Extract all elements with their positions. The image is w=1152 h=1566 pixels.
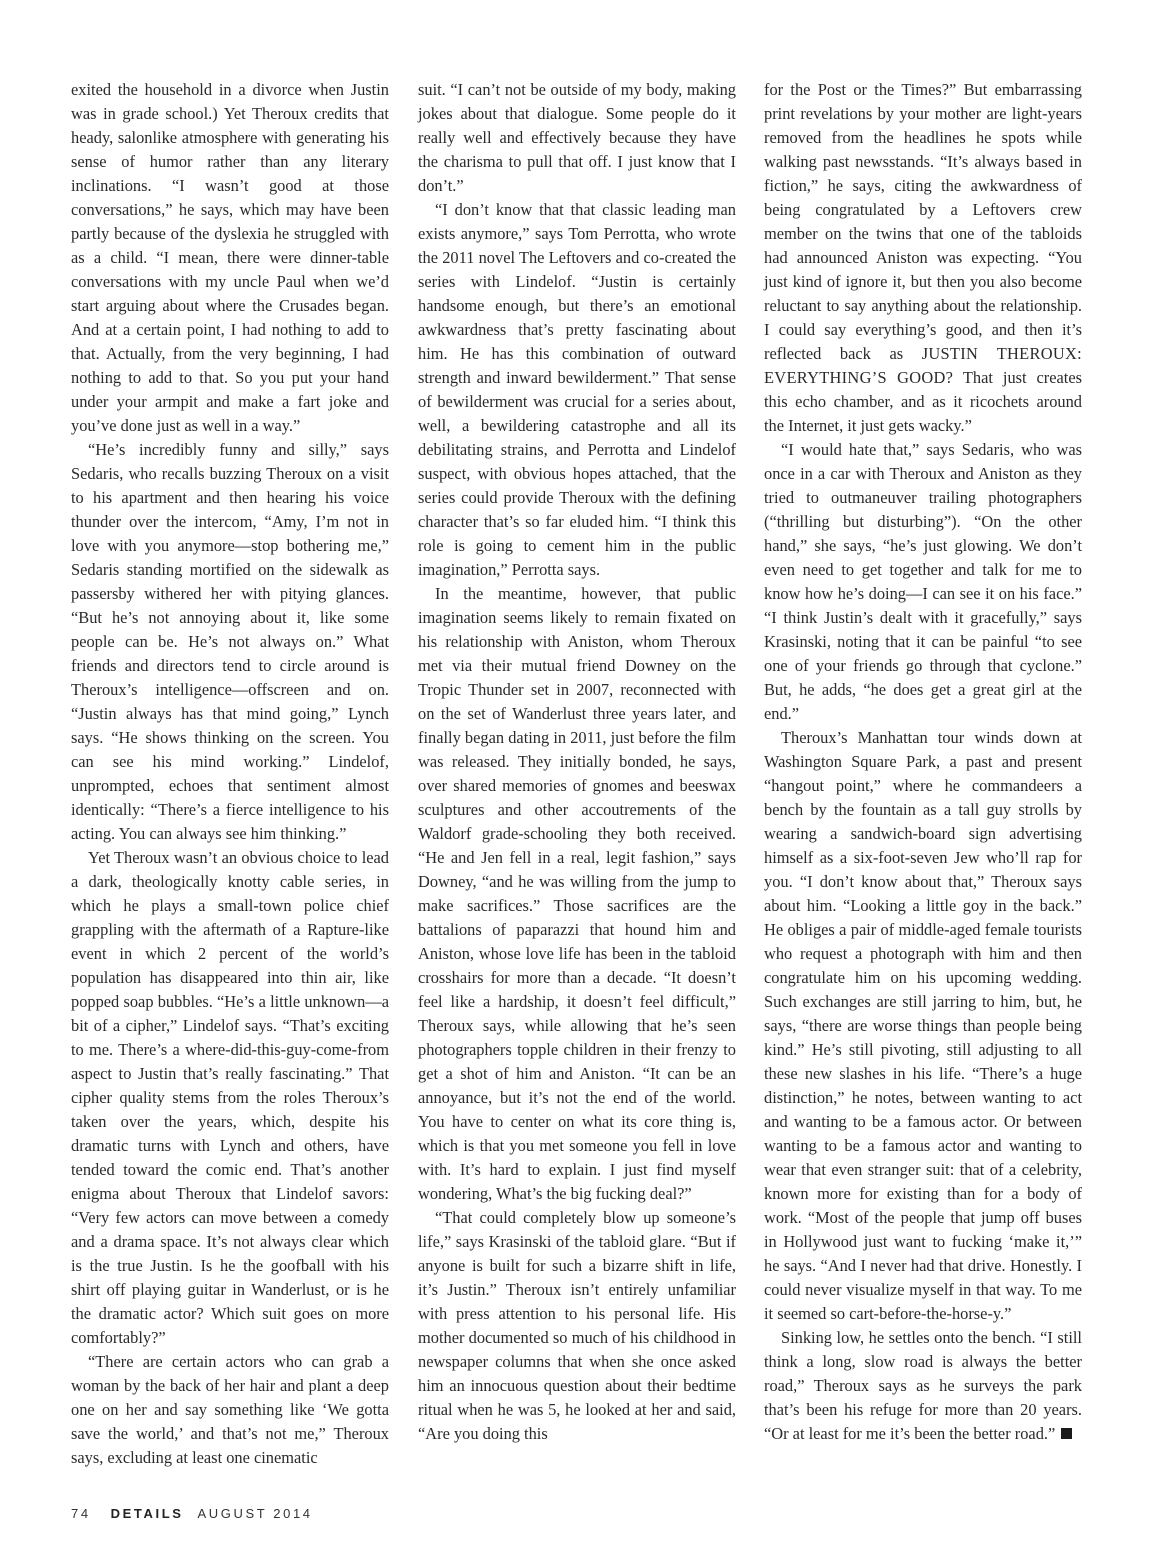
article-column-3 — [764, 78, 1082, 1446]
paragraph: “That could completely blow up someone’s life,” says Krasinski of the tabloid glare. “But if anyone is built for such a bizarre shift in life, it’s Justin.” Theroux isn’t entirely unfamiliar with press attention to his personal life. His mother documented so much of his childhood in newspaper columns that when she once asked him an innocuous question about their bedtime ritual when he was 5, he looked at her and said, “Are you doing this — [418, 1208, 736, 1443]
paragraph: Theroux’s Manhattan tour winds down at Washington Square Park, a past and present “hangout point,” where he commandeers a bench by the fountain as a tall guy strolls by wearing a sandwich-board sign advertising himself as a six-foot-seven Jew who’ll rap for you. “I don’t know about that,” Theroux says about him. “Looking a little goy in the back.” He obliges a pair of middle-aged female tourists who request a photograph with him and then congratulate him on his upcoming wedding. Such exchanges are still jarring to him, but, he says, “there are worse things than people being kind.” He’s still pivoting, still adjusting to all these new slashes in his life. “There’s a huge distinction,” he notes, between wanting to act and wanting to be a famous actor. Or between wanting to be a famous actor and wanting to wear that even stranger suit: that of a celebrity, known more for existing than for a body of work. “Most of the people that jump off buses in Hollywood just want to fucking ‘make it,’” he says. “And I never had that drive. Honestly. I could never visualize myself in that way. To me it seemed so cart-before-the-horse-y.” — [764, 728, 1082, 1323]
article-column-1 — [71, 78, 389, 1470]
paragraph: “I would hate that,” says Sedaris, who was once in a car with Theroux and Aniston as they tried to outmaneuver trailing photographers (“thrilling but disturbing”). “On the other hand,” she says, “he’s just glowing. We don’t even need to get together and talk for me to know how he’s doing—I can see it on his face.” “I think Justin’s dealt with it gracefully,” says Krasinski, noting that it can be painful “to see one of your friends go through that cyclone.” But, he adds, “he does get a great girl at the end.” — [764, 440, 1082, 723]
paragraph — [764, 78, 1082, 438]
paragraph: “He’s incredibly funny and silly,” says Sedaris, who recalls buzzing Theroux on a visit to his apartment and then hearing his voice thunder over the intercom, “Amy, I’m not in love with you anymore—stop bothering me,” Sedaris standing mortified on the sidewalk as passersby withered her with pitying glances. “But he’s not annoying about it, like some people can be. He’s not always on.” What friends and directors tend to circle around is Theroux’s intelligence—offscreen and on. “Justin always has that mind going,” Lynch says. “He shows thinking on the screen. You can see his mind working.” Lindelof, unprompted, echoes that sentiment almost identically: “There’s a fierce intelligence to his acting. You can always see him thinking.” — [71, 440, 389, 843]
paragraph-text: That just creates this echo chamber, and as it ricochets around the Internet, it just gets wacky.” — [764, 368, 1082, 435]
paragraph: exited the household in a divorce when Justin was in grade school.) Yet Theroux credits that heady, salonlike atmosphere with generating his sense of humor rather than any literary inclinations. “I wasn’t good at those conversations,” he says, which may have been partly because of the dyslexia he struggled with as a child. “I mean, there were dinner-table conversations with my uncle Paul when we’d start arguing about where the Crusades began. And at a certain point, I had nothing to add to that. Actually, from the very beginning, I had nothing to add to that. So you put your hand under your armpit and make a fart joke and you’ve done just as well in a way.” — [71, 80, 389, 435]
end-of-article-square-icon — [1061, 1428, 1072, 1439]
paragraph: “I don’t know that that classic leading man exists anymore,” says Tom Perrotta, who wrote the 2011 novel The Leftovers and co-created the series with Lindelof. “Justin is certainly handsome enough, but there’s an emotional awkwardness that’s pretty fascinating about him. He has this combination of outward strength and inward bewilderment.” That sense of bewilderment was crucial for a series about, well, a bewildering catastrophe and all its debilitating strains, and Perrotta and Lindelof suspect, with obvious hopes attached, that the series could provide Theroux with the defining character that’s so far eluded him. “I think this role is going to cement him in the public imagination,” Perrotta says. — [418, 200, 736, 579]
page-footer — [71, 1506, 313, 1521]
issue-date: AUGUST 2014 — [197, 1506, 313, 1521]
magazine-name: DETAILS — [110, 1506, 184, 1521]
paragraph: Yet Theroux wasn’t an obvious choice to lead a dark, theologically knotty cable series, in which he plays a small-town police chief grappling with the aftermath of a Rapture-like event in which 2 percent of the world’s population has disappeared into thin air, like popped soap bubbles. “He’s a little unknown—a bit of a cipher,” Lindelof says. “That’s exciting to me. There’s a where-did-this-guy-come-from aspect to Justin that’s really fascinating.” That cipher quality stems from the roles Theroux’s taken over the years, which, despite his dramatic turns with Lynch and others, have tended toward the comic end. That’s another enigma about Theroux that Lindelof savors: “Very few actors can move between a comedy and a drama space. It’s not always clear which is the true Justin. Is he the goofball with his shirt off playing guitar in Wanderlust, or is he the dramatic actor? Which suit goes on more comfortably?” — [71, 848, 389, 1347]
article-column-2 — [418, 78, 736, 1446]
paragraph: “There are certain actors who can grab a woman by the back of her hair and plant a deep one on her and say something like ‘We gotta save the world,’ and that’s not me,” Theroux says, excluding at least one cinematic — [71, 1352, 389, 1467]
page-number: 74 — [71, 1506, 91, 1521]
paragraph: In the meantime, however, that public imagination seems likely to remain fixated on his relationship with Aniston, whom Theroux met via their mutual friend Downey on the Tropic Thunder set in 2007, reconnected with on the set of Wanderlust three years later, and finally began dating in 2011, just before the film was released. They initially bonded, he says, over shared memories of gnomes and beeswax sculptures and other accoutrements of the Waldorf grade-schooling they both received. “He and Jen fell in a real, legit fashion,” says Downey, “and he was willing from the jump to make sacrifices.” Those sacrifices are the battalions of paparazzi that hound him and Aniston, whose love life has been in the tabloid crosshairs for more than a decade. “It doesn’t feel like a hardship, it doesn’t feel difficult,” Theroux says, while allowing that he’s seen photographers topple children in their frenzy to get a shot of him and Aniston. “It can be an annoyance, but it’s not the end of the world. You have to center on what its core thing is, which is that you met someone you fell in love with. It’s hard to explain. I just find myself wondering, What’s the big fucking deal?” — [418, 584, 736, 1203]
paragraph: suit. “I can’t not be outside of my body, making jokes about that dialogue. Some people do it really well and effectively because they have the charisma to pull that off. I just know that I don’t.” — [418, 80, 736, 195]
paragraph-text: for the Post or the Times?” But embarrassing print revelations by your mother are light-years removed from the headlines he spots while walking past newsstands. “It’s always based in fiction,” he says, citing the awkwardness of being congratulated by a Leftovers crew member on the twins that one of the tabloids had announced Aniston was expecting. “You just kind of ignore it, but then you also become reluctant to say anything about the relationship. I could say everything’s good, and then it’s reflected back as — [764, 80, 1082, 363]
paragraph-text: Sinking low, he settles onto the bench. “I still think a long, slow road is always the better road,” Theroux says as he surveys the park that’s been his refuge for more than 20 years. “Or at least for me it’s been the better road.” — [764, 1328, 1082, 1443]
headline-quote: JUSTIN THEROUX: EVERYTHING’S GOOD? — [764, 344, 1082, 387]
paragraph — [764, 1326, 1082, 1446]
